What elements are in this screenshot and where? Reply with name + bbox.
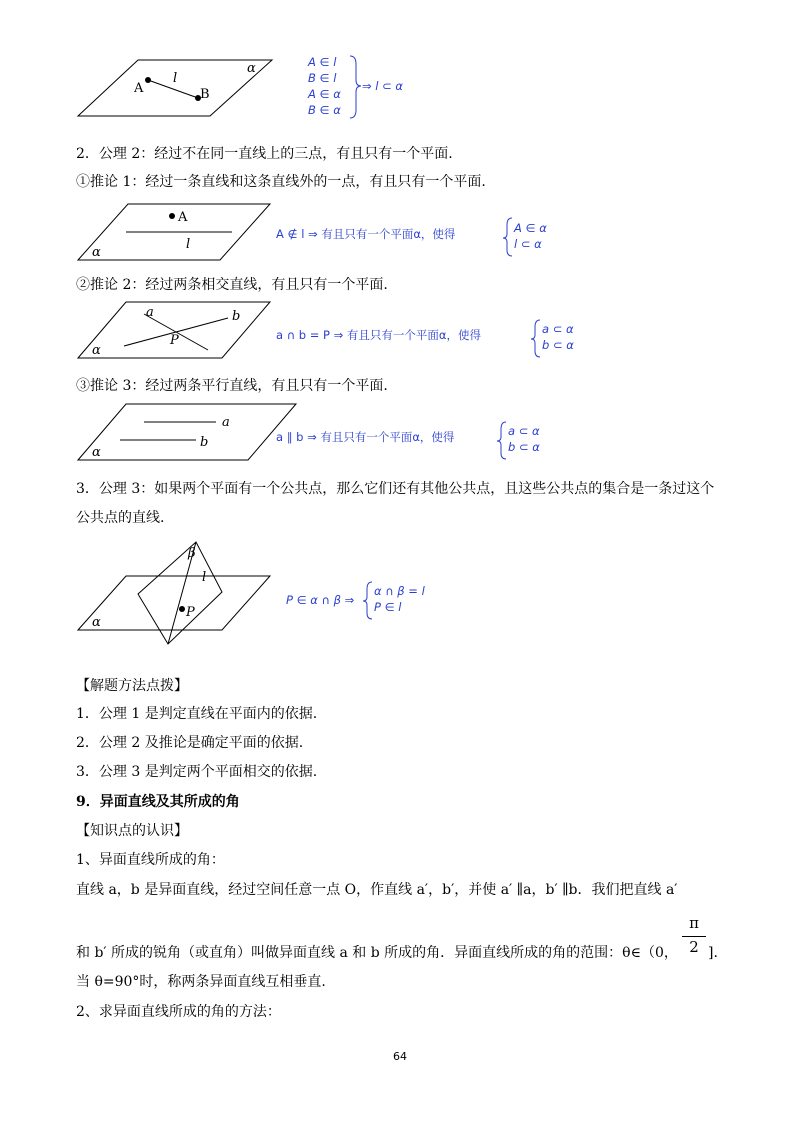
knowledge-2: 直线 a，b 是异面直线，经过空间任意一点 O，作直线 a′，b′，并使 a′ ∥a，b′ ∥b．我们把直线 a′ [76, 882, 678, 898]
rel-4: B ∈ α [308, 103, 341, 117]
line-a-label: a [222, 415, 230, 430]
axiom3-text-1: 3．公理 3：如果两个平面有一个公共点，那么它们还有其他公共点，且这些公共点的集合是一条过这个 [76, 481, 715, 497]
line-a-label: a [146, 305, 154, 320]
knowledge-4: 当 θ=90°时，称两条异面直线互相垂直. [76, 974, 326, 990]
rel-1: A ∈ α [514, 221, 547, 235]
plane-alpha-label: α [92, 615, 101, 630]
line-l-label: l [173, 71, 178, 86]
fraction-bar [682, 936, 706, 937]
method-2: 2．公理 2 及推论是确定平面的依据. [76, 735, 304, 751]
axiom2-text: 2．公理 2：经过不在同一直线上的三点，有且只有一个平面. [76, 146, 453, 162]
knowledge-3: 和 b′ 所成的锐角（或直角）叫做异面直线 a 和 b 所成的角．异面直线所成的角的范围：θ∈（0， [76, 945, 678, 961]
statement: a ∥ b ⇒ 有且只有一个平面α，使得 [276, 430, 455, 444]
fraction-numerator: π [689, 914, 699, 932]
conclusion: ⇒ l ⊂ α [362, 79, 404, 93]
plane-beta-label: β [188, 546, 196, 561]
page-number: 64 [393, 1050, 407, 1063]
line-b-label: b [200, 435, 209, 450]
section-9-title: 9．异面直线及其所成的角 [76, 794, 240, 810]
point-a-label: A [134, 81, 144, 96]
statement: a ∩ b = P ⇒ 有且只有一个平面α，使得 [276, 328, 481, 342]
line-b-label: b [232, 309, 241, 324]
method-3: 3．公理 3 是判定两个平面相交的依据. [76, 764, 318, 780]
plane-alpha-label: α [92, 245, 101, 260]
statement: A ∉ l ⇒ 有且只有一个平面α，使得 [276, 227, 456, 241]
corollary2-text: ②推论 2：经过两条相交直线，有且只有一个平面. [76, 277, 388, 293]
plane-alpha-label: α [247, 61, 256, 76]
statement: P ∈ α ∩ β ⇒ [286, 593, 355, 607]
rel-2: P ∈ l [374, 600, 402, 614]
point-b-label: B [200, 87, 210, 102]
corollary1-text: ①推论 1：经过一条直线和这条直线外的一点，有且只有一个平面. [76, 174, 486, 190]
point-p-label: P [170, 333, 179, 348]
rel-1: A ∈ l [308, 55, 337, 69]
rel-2: b ⊂ α [508, 440, 540, 454]
corollary3-text: ③推论 3：经过两条平行直线，有且只有一个平面. [76, 378, 388, 394]
plane-alpha-label: α [92, 343, 101, 358]
point-a-label: A [178, 210, 188, 225]
range-end: ]. [708, 945, 718, 961]
rel-3: A ∈ α [308, 87, 341, 101]
knowledge-heading: 【知识点的认识】 [76, 823, 188, 839]
point-p-label: P [186, 605, 195, 620]
method-heading: 【解题方法点拨】 [76, 678, 188, 694]
rel-2: l ⊂ α [514, 237, 542, 251]
method-1: 1．公理 1 是判定直线在平面内的依据. [76, 706, 318, 722]
rel-1: α ∩ β = l [374, 584, 425, 598]
rel-1: a ⊂ α [508, 424, 540, 438]
rel-2: b ⊂ α [542, 338, 574, 352]
rel-1: a ⊂ α [542, 322, 574, 336]
knowledge-5: 2、求异面直线所成的角的方法： [76, 1004, 281, 1020]
rel-2: B ∈ l [308, 71, 337, 85]
plane-alpha-label: α [92, 445, 101, 460]
fraction-denominator: 2 [689, 938, 699, 956]
knowledge-1: 1、异面直线所成的角： [76, 852, 225, 868]
line-l-label: l [186, 237, 191, 252]
line-l-label: l [202, 570, 207, 585]
axiom3-text-2: 公共点的直线. [76, 510, 165, 526]
